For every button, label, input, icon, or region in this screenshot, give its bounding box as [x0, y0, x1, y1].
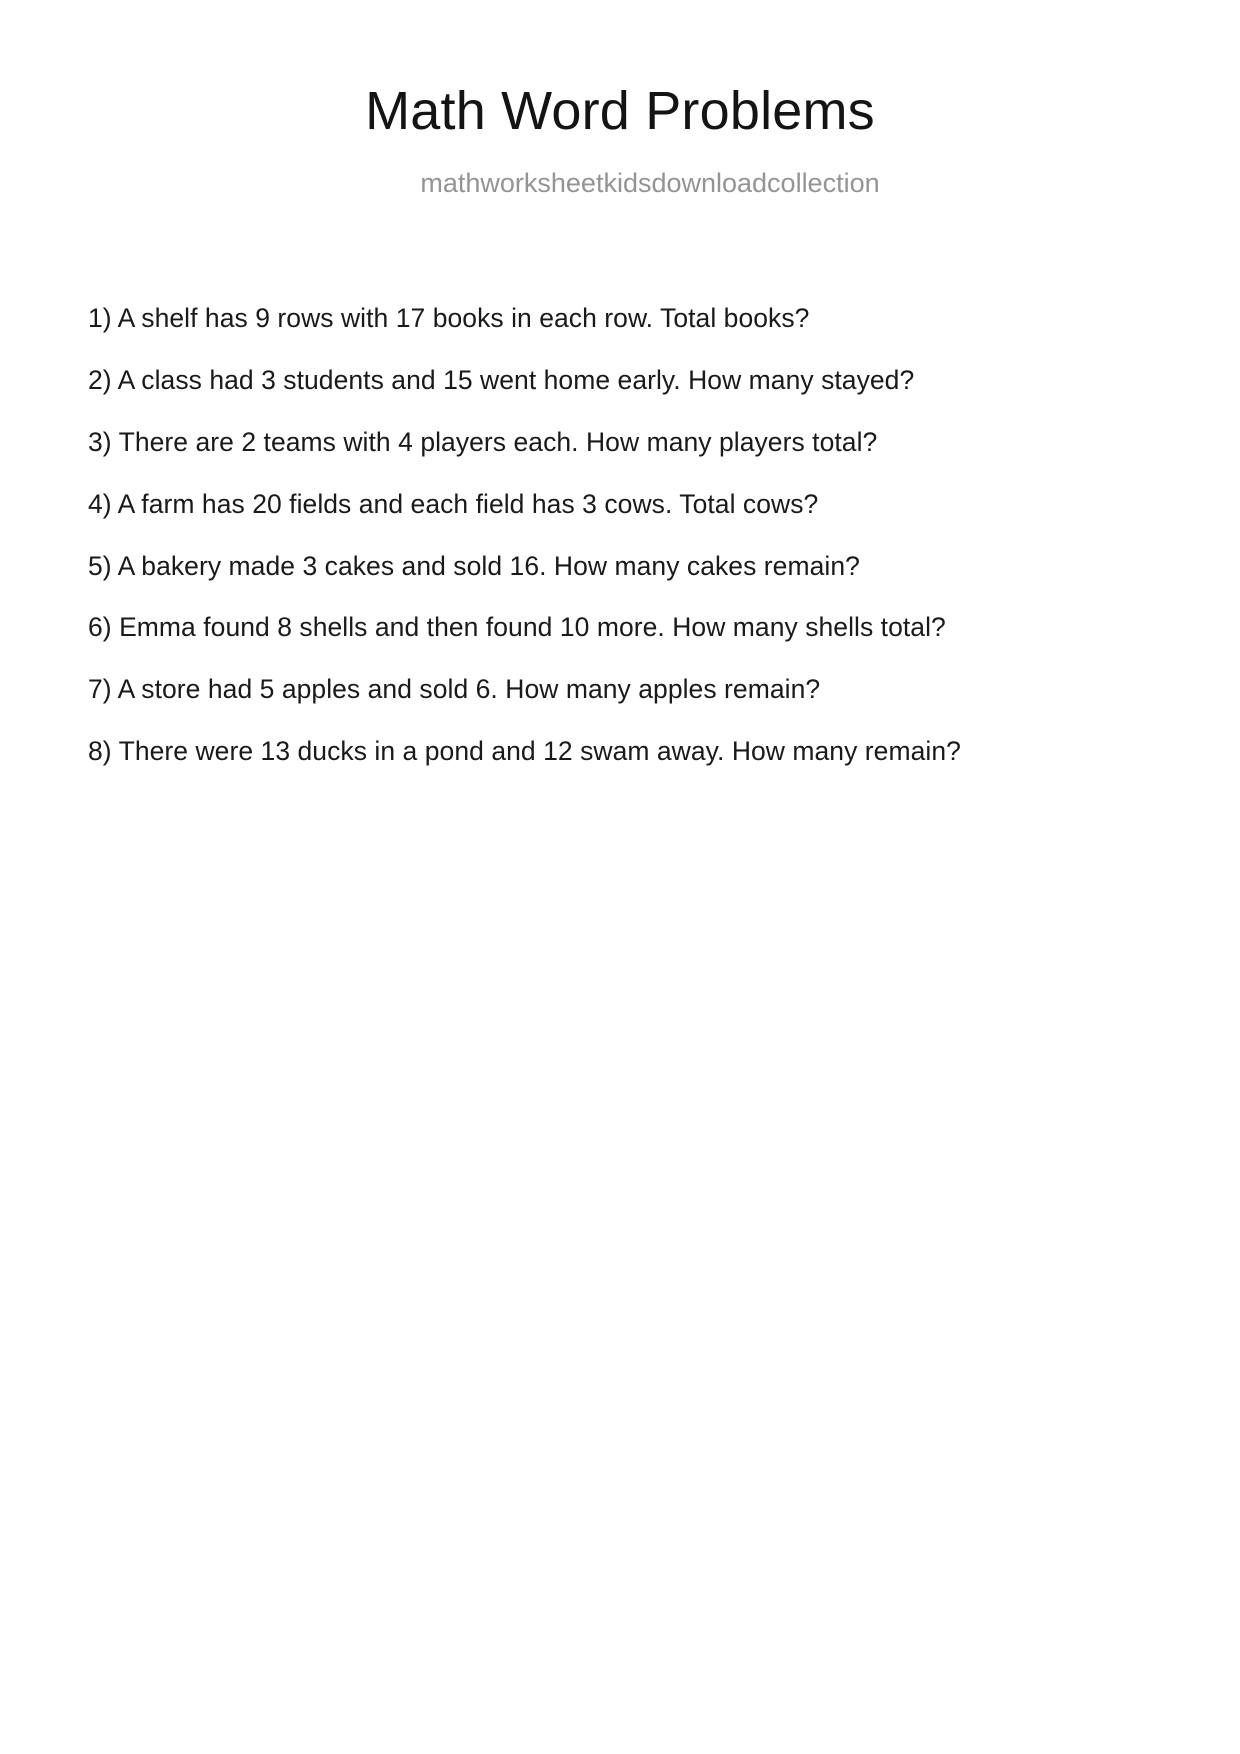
list-item: 3) There are 2 teams with 4 players each. How many players total? [88, 426, 878, 457]
list-item: 6) Emma found 8 shells and then found 10 more. How many shells total? [88, 612, 946, 643]
list-item: 1) A shelf has 9 rows with 17 books in each row. Total books? [88, 303, 810, 333]
page-subtitle: mathworksheetkidsdownloadcollection [420, 168, 880, 199]
page-title: Math Word Problems [365, 81, 875, 141]
list-item: 5) A bakery made 3 cakes and sold 16. How many cakes remain? [88, 550, 860, 581]
list-item: 2) A class had 3 students and 15 went home early. How many stayed? [88, 364, 915, 395]
list-item: 8) There were 13 ducks in a pond and 12 swam away. How many remain? [88, 736, 961, 767]
list-item: 4) A farm has 20 fields and each field has 3 cows. Total cows? [88, 488, 819, 519]
problem-list [88, 300, 1036, 795]
list-item: 7) A store had 5 apples and sold 6. How many apples remain? [88, 674, 821, 705]
